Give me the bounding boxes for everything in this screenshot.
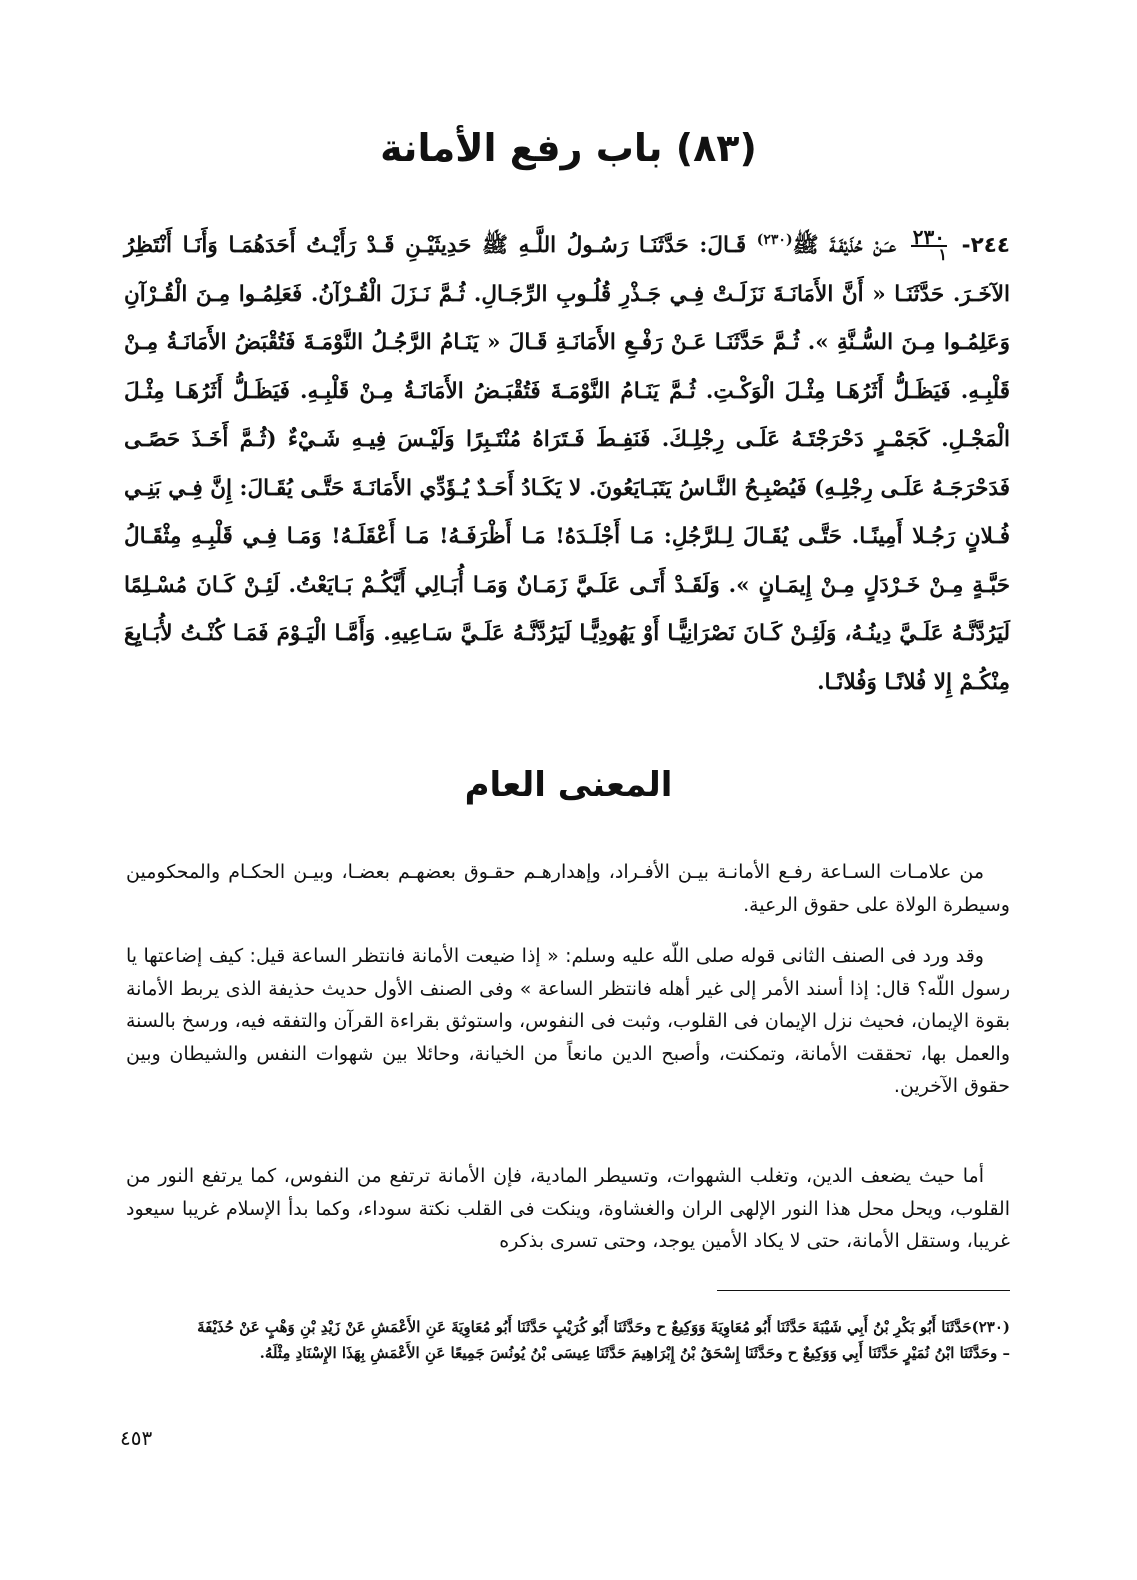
footnote-1: (٢٣٠)حَدَّثَنَا أَبُو بَكْرِ بْنُ أَبِي شَيْبَةَ حَدَّثَنَا أَبُو مُعَاوِيَةَ وَوَكِيعٌ ح وحَدَّثَنَا أَبُو كُرَيْبٍ حَدَّثَنَا أَبُو مُعَاوِيَةَ عَنِ الأَعْمَشِ عَنْ زَيْدِ بْنِ وَهْبٍ عَنْ حُذَيْفَةَ	[197, 1318, 1010, 1336]
hadith-fraction	[911, 225, 947, 265]
hadith-text	[124, 216, 1010, 707]
paragraph-2: وقد ورد فى الصنف الثانى قوله صلى اللّه عليه وسلم: « إذا ضيعت الأمانة فانتظر الساعة قيل: كيف إضاعتها يا رسول اللّه؟ قال: إذا أسند الأمر إلى غير أهله فانتظر الساعة » وفى الصنف الأول حديث حذيفة الذى يربط الأمانة بقوة الإيمان، فحيث نزل الإيمان فى القلوب، وثبت فى النفوس، واستوثق بقراءة القرآن والتفقه فيه، ورسخ بالسنة والعمل بها، تحققت الأمانة، وتمكنت، وأصبح الدين مانعاً من الخيانة، وحائلا بين شهوات النفس والشيطان وبين حقوق الآخرين.	[126, 945, 1010, 1097]
page-number: ٤٥٣	[120, 1426, 153, 1450]
hadith-body: قَـالَ: حَدَّثَنَـا رَسُـولُ اللَّـهِ ﷺ حَدِيثَيْـنِ قَـدْ رَأَيْـتُ أَحَدَهُمَـا وَأَنَـا أَنْتَظِرُ الآخَـرَ. حَدَّثَنَـا « أَنَّ الأَمَانَـةَ نَزَلَـتْ فِـي جَـذْرِ قُلُـوبِ الرِّجَـالِ. ثُـمَّ نَـزَلَ الْقُـرْآنُ. فَعَلِمُـوا مِـنَ الْقُـرْآنِ وَعَلِمُـوا مِـنَ السُّـنَّةِ ». ثُـمَّ حَدَّثَنَـا عَـنْ رَفْـعِ الأَمَانَـةِ قَـالَ « يَنَـامُ الرَّجُـلُ النَّوْمَـةَ فَتُقْبَضُ الأَمَانَـةُ مِـنْ قَلْبِـهِ. فَيَظَـلُّ أَثَرُهَـا مِثْـلَ الْوَكْـتِ. ثُـمَّ يَنَـامُ النَّوْمَـةَ فَتُقْبَـضُ الأَمَانَـةُ مِـنْ قَلْبِـهِ. فَيَظَـلُّ أَثَرُهَـا مِثْـلَ الْمَجْـلِ. كَجَمْـرٍ دَحْرَجْتَـهُ عَلَـى رِجْلِـكَ. فَنَفِـطَ فَـتَرَاهُ مُنْتَـبِرًا وَلَيْـسَ فِيـهِ شَـيْءٌ (ثُـمَّ أَخَـذَ حَصًـى فَدَحْرَجَـهُ عَلَـى رِجْلِـهِ) فَيُصْبِـحُ النَّـاسُ يَتَبَـايَعُونَ. لا يَكَـادُ أَحَـدٌ يُـؤَدِّي الأَمَانَـةَ حَتَّـى يُقَـالَ: إِنَّ فِـي بَنِـي فُـلانٍ رَجُـلا أَمِينًـا. حَتَّـى يُقَـالَ لِـلرَّجُلِ: مَـا أَجْلَـدَهُ! مَـا أَظْرَفَـهُ! مَـا أَعْقَلَـهُ! وَمَـا فِـي قَلْبِـهِ مِثْقَـالُ حَبَّـةٍ مِـنْ خَـرْدَلٍ مِـنْ إِيمَـانٍ ». وَلَقَـدْ أَتَـى عَلَـيَّ زَمَـانٌ وَمَـا أُبَـالِي أَيَّكُـمْ بَـايَعْتُ. لَئِـنْ كَـانَ مُسْـلِمًا لَيَرُدَّنَّـهُ عَلَـيَّ دِينُـهُ، وَلَئِـنْ كَـانَ نَصْرَانِيًّـا أَوْ يَهُودِيًّـا لَيَرُدَّنَّـهُ عَلَـيَّ سَـاعِيهِ. وَأَمَّـا الْيَـوْمَ فَمَـا كُنْـتُ لأُبَـايِعَ مِنْكُـمْ إِلا فُلانًـا وَفُلانًـا.	[124, 233, 1010, 695]
hadith-number: ٢٤٤-	[961, 233, 1010, 259]
hadith-fraction-top: ٢٣٠	[912, 225, 945, 250]
hadith-fraction-bottom: ١	[938, 245, 947, 265]
hadith-opening: عـَـنْ حُذَيْفَـةَ ﷺ	[792, 233, 897, 259]
footnotes	[126, 1316, 1010, 1368]
footnote-2: – وحَدَّثَنَا ابْنُ نُمَيْرٍ حَدَّثَنَا أَبِي وَوَكِيعٌ ح وحَدَّثَنَا إِسْحَقُ بْنُ إِبْرَاهِيمَ حَدَّثَنَا عِيسَى بْنُ يُونُسَ جَمِيعًا عَنِ الأَعْمَشِ بِهَذَا الإِسْنَادِ مِثْلَهُ.	[259, 1344, 1010, 1362]
chapter-title: (٨٣) باب رفع الأمانة	[380, 126, 757, 170]
paragraph-1: من علامـات السـاعة رفـع الأمانـة بيـن الأفـراد، وإهدارهـم حقـوق بعضهـم بعضـا، وبيـن الحكـام والمحكومين وسيطرة الولاة على حقوق الرعية.	[126, 861, 1010, 916]
footnote-separator	[717, 1290, 1010, 1291]
section-title: المعنى العام	[464, 765, 673, 805]
paragraph-3: أما حيث يضعف الدين، وتغلب الشهوات، وتسيطر المادية، فإن الأمانة ترتفع من النفوس، كما يرتفع النور من القلوب، ويحل محل هذا النور الإلهى الران والغشاوة، وينكت فى القلب نكتة سوداء، وكما بدأ الإسلام غريبا سيعود غريبا، وستقل الأمانة، حتى لا يكاد الأمين يوجد، وحتى تسرى بذكره	[126, 1165, 1010, 1252]
footnote-reference: (٢٣٠)	[756, 232, 793, 248]
